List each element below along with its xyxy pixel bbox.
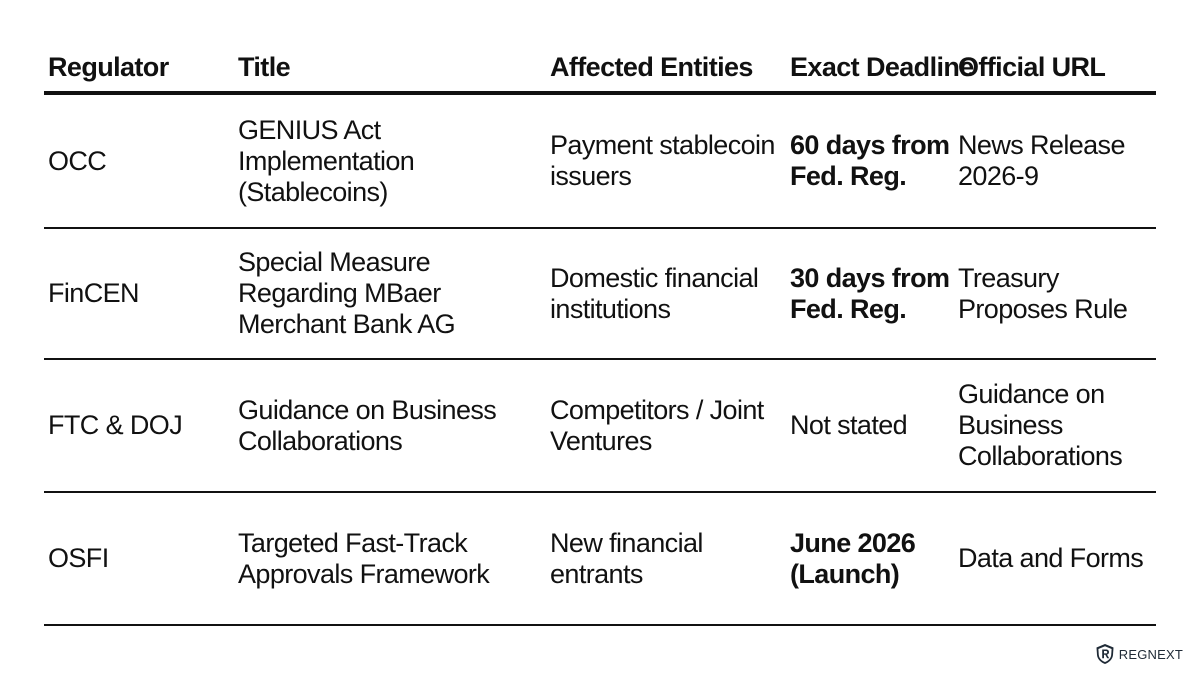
cell-affected-entities: Payment stablecoin issuers: [550, 130, 775, 191]
cell-title: GENIUS Act Implementation (Stablecoins): [238, 114, 415, 207]
cell-affected-entities: Domestic financial institutions: [550, 262, 759, 324]
header-title: Title: [238, 52, 291, 82]
cell-title: Targeted Fast-Track Approvals Framework: [238, 527, 490, 589]
cell-deadline: June 2026 (Launch): [790, 527, 916, 589]
header-exact-deadline: Exact Deadline: [790, 52, 974, 82]
cell-affected-entities: New financial entrants: [550, 527, 703, 589]
header-affected-entities: Affected Entities: [550, 52, 753, 82]
cell-deadline: 60 days from Fed. Reg.: [790, 130, 950, 191]
cell-regulator: OCC: [48, 145, 107, 176]
table-row: [44, 229, 1156, 360]
regnext-shield-logo-icon: [1095, 643, 1115, 665]
brand-name: REGNEXT: [1118, 646, 1183, 662]
table-header-row: [44, 0, 1156, 95]
regulatory-table: [44, 0, 1156, 626]
cell-deadline: Not stated: [790, 410, 908, 440]
cell-affected-entities: Competitors / Joint Ventures: [550, 394, 764, 456]
cell-official-url-link[interactable]: Guidance on Business Collaborations: [958, 379, 1123, 471]
cell-official-url-link[interactable]: Treasury Proposes Rule: [958, 262, 1128, 324]
header-regulator: Regulator: [48, 52, 169, 82]
table-row: [44, 360, 1156, 493]
cell-official-url-link[interactable]: Data and Forms: [958, 543, 1144, 573]
table-row: [44, 95, 1156, 229]
cell-official-url-link[interactable]: News Release 2026-9: [958, 130, 1125, 191]
table-row: [44, 493, 1156, 626]
cell-deadline: 30 days from Fed. Reg.: [790, 262, 950, 324]
cell-title: Guidance on Business Collaborations: [238, 394, 497, 456]
brand-mark: [1095, 643, 1183, 665]
header-official-url: Official URL: [958, 52, 1106, 82]
cell-regulator: FTC & DOJ: [48, 410, 183, 440]
cell-title: Special Measure Regarding MBaer Merchant Bank AG: [238, 247, 456, 339]
cell-regulator: OSFI: [48, 543, 109, 573]
cell-regulator: FinCEN: [48, 278, 139, 308]
